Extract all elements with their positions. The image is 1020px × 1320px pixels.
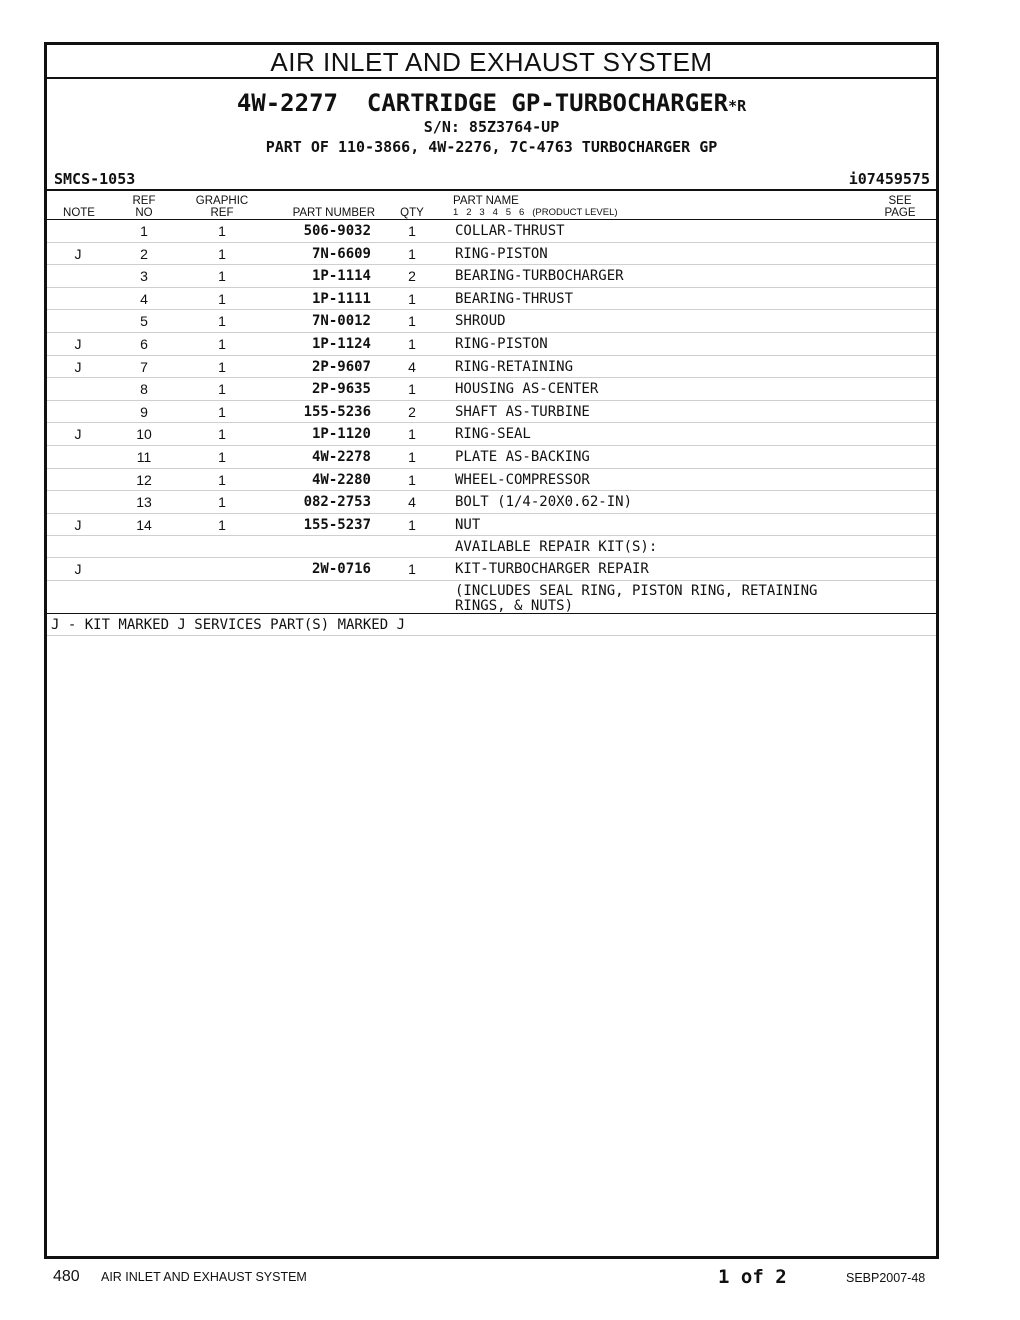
column-header-ref [127, 195, 161, 219]
column-header-see-page [877, 195, 923, 219]
row-note: J [74, 516, 82, 533]
kit-note: J [74, 561, 82, 577]
row-ref-no: 7 [140, 358, 148, 375]
smcs-code: SMCS-1053 [54, 170, 136, 188]
row-ref-no: 12 [136, 471, 152, 488]
row-part-number: 1P-1114 [311, 268, 371, 285]
row-part-name: NUT [455, 516, 481, 533]
row-qty: 2 [408, 268, 416, 285]
footnote-row [47, 614, 936, 636]
row-graphic-ref: 1 [218, 358, 226, 375]
table-row [47, 356, 936, 379]
row-ref-no: 9 [140, 403, 148, 420]
row-ref-no: 11 [136, 448, 152, 465]
serial-range: S/N: 85Z3764-UP [423, 118, 560, 136]
column-header-part-name: PART NAME [453, 195, 519, 207]
column-header-part-number: PART NUMBER [292, 207, 375, 219]
table-row [47, 333, 936, 356]
table-row [47, 446, 936, 469]
row-graphic-ref: 1 [218, 494, 226, 511]
row-part-name: SHROUD [455, 313, 506, 330]
row-part-name: BOLT (1/4-20X0.62-IN) [455, 494, 633, 511]
row-qty: 1 [408, 426, 416, 443]
parts-list-frame [44, 42, 939, 1259]
row-part-number: 4W-2280 [311, 471, 371, 488]
row-qty: 1 [408, 290, 416, 307]
row-graphic-ref: 1 [218, 381, 226, 398]
row-note: J [74, 358, 82, 375]
row-part-name: PLATE AS-BACKING [455, 448, 590, 465]
row-note: J [74, 426, 82, 443]
footer-page-count: 1 of 2 [718, 1266, 787, 1288]
kit-includes-row [47, 581, 936, 614]
row-qty: 1 [408, 381, 416, 398]
kit-includes-text: (INCLUDES SEAL RING, PISTON RING, RETAINING RINGS, & NUTS) [455, 582, 818, 614]
table-row [47, 491, 936, 514]
row-qty: 1 [408, 471, 416, 488]
row-graphic-ref: 1 [218, 448, 226, 465]
row-part-name: BEARING-TURBOCHARGER [455, 268, 624, 285]
table-row [47, 243, 936, 266]
table-row [47, 220, 936, 243]
column-header-graphic-bottom: REF [210, 207, 234, 219]
part-title-text: 4W-2277 CARTRIDGE GP-TURBOCHARGER [236, 89, 729, 117]
kit-available-row [47, 524, 936, 558]
row-part-name: RING-PISTON [455, 335, 548, 352]
row-ref-no: 2 [140, 245, 148, 262]
kit-name: KIT-TURBOCHARGER REPAIR [455, 561, 649, 577]
row-part-number: 2P-9607 [311, 358, 371, 375]
product-level-labels: 1 2 3 4 5 6 (PRODUCT LEVEL) [453, 207, 618, 218]
row-qty: 4 [408, 358, 416, 375]
section-title: AIR INLET AND EXHAUST SYSTEM [47, 45, 936, 79]
column-header-graphic-top: GRAPHIC [195, 195, 249, 207]
kit-qty: 1 [408, 561, 416, 577]
column-header-ref-top: REF [132, 195, 156, 207]
row-part-name: HOUSING AS-CENTER [455, 381, 599, 398]
row-ref-no: 5 [140, 313, 148, 330]
table-row [47, 265, 936, 288]
row-graphic-ref: 1 [218, 245, 226, 262]
row-part-name: SHAFT AS-TURBINE [455, 403, 590, 420]
kit-row [47, 558, 936, 581]
row-part-name: WHEEL-COMPRESSOR [455, 471, 590, 488]
row-ref-no: 3 [140, 268, 148, 285]
row-graphic-ref: 1 [218, 290, 226, 307]
row-graphic-ref: 1 [218, 268, 226, 285]
repair-kit-section [47, 524, 936, 636]
row-graphic-ref: 1 [218, 313, 226, 330]
column-header-see-top: SEE [888, 195, 912, 207]
row-graphic-ref: 1 [218, 335, 226, 352]
row-graphic-ref: 1 [218, 471, 226, 488]
row-qty: 1 [408, 516, 416, 533]
row-part-number: 155-5237 [303, 516, 371, 533]
row-qty: 1 [408, 313, 416, 330]
row-part-number: 1P-1124 [311, 335, 371, 352]
document-id: i07459575 [848, 170, 930, 188]
row-qty: 1 [408, 245, 416, 262]
row-qty: 2 [408, 403, 416, 420]
row-part-name: RING-RETAINING [455, 358, 574, 375]
footer-section-title: AIR INLET AND EXHAUST SYSTEM [101, 1270, 307, 1284]
row-part-name: BEARING-THRUST [455, 290, 574, 307]
row-graphic-ref: 1 [218, 403, 226, 420]
column-header-see-bottom: PAGE [884, 207, 916, 219]
part-of-line: PART OF 110-3866, 4W-2276, 7C-4763 TURBOCHARGER GP [265, 138, 718, 156]
table-row [47, 469, 936, 492]
column-header-graphic-ref [192, 195, 252, 219]
footer-document-code: SEBP2007-48 [846, 1271, 926, 1285]
row-part-number: 2P-9635 [311, 381, 371, 398]
row-ref-no: 6 [140, 335, 148, 352]
row-part-name: COLLAR-THRUST [455, 223, 565, 239]
column-header-note: NOTE [63, 207, 95, 219]
row-ref-no: 8 [140, 381, 148, 398]
row-ref-no: 1 [140, 223, 148, 239]
row-ref-no: 4 [140, 290, 148, 307]
row-part-number: 1P-1120 [311, 426, 371, 443]
row-qty: 4 [408, 494, 416, 511]
row-note: J [74, 245, 82, 262]
row-ref-no: 10 [136, 426, 152, 443]
table-row [47, 378, 936, 401]
table-row [47, 288, 936, 311]
row-graphic-ref: 1 [218, 426, 226, 443]
part-title-suffix: *R [728, 97, 747, 115]
row-part-name: RING-PISTON [455, 245, 548, 262]
kit-part-number: 2W-0716 [311, 561, 371, 577]
row-part-number: 506-9032 [303, 223, 371, 239]
parts-table [47, 220, 936, 536]
row-qty: 1 [408, 448, 416, 465]
row-graphic-ref: 1 [218, 223, 226, 239]
row-ref-no: 14 [136, 516, 152, 533]
row-qty: 1 [408, 223, 416, 239]
row-note: J [74, 335, 82, 352]
header-divider [47, 189, 936, 191]
row-part-number: 4W-2278 [311, 448, 371, 465]
footnote-text: J - KIT MARKED J SERVICES PART(S) MARKED J [51, 616, 406, 633]
column-header-ref-bottom: NO [135, 207, 153, 219]
row-part-number: 155-5236 [303, 403, 371, 420]
row-part-number: 082-2753 [303, 494, 371, 511]
row-part-name: RING-SEAL [455, 426, 531, 443]
table-row [47, 401, 936, 424]
row-part-number: 7N-6609 [311, 245, 371, 262]
row-ref-no: 13 [136, 494, 152, 511]
row-graphic-ref: 1 [218, 516, 226, 533]
row-part-number: 7N-0012 [311, 313, 371, 330]
kit-available-label: AVAILABLE REPAIR KIT(S): [455, 539, 658, 555]
row-qty: 1 [408, 335, 416, 352]
part-title [47, 88, 936, 121]
table-row [47, 423, 936, 446]
table-row [47, 310, 936, 333]
column-header-qty: QTY [400, 207, 424, 219]
footer-page-number: 480 [53, 1268, 80, 1285]
row-part-number: 1P-1111 [311, 290, 371, 307]
